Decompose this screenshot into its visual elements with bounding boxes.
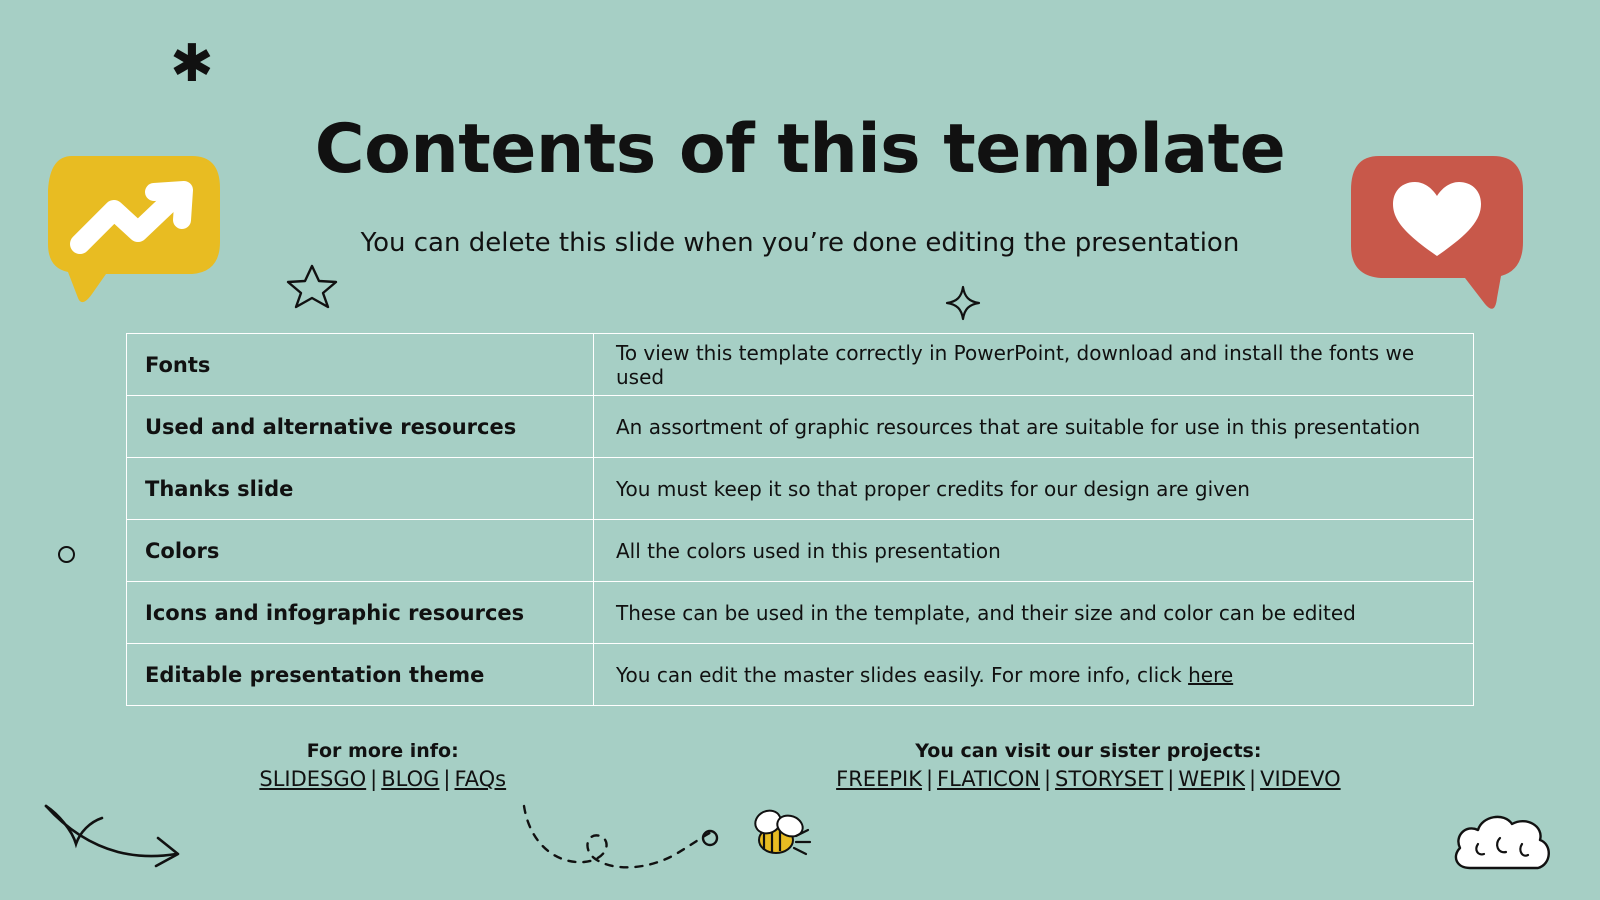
row-label: Fonts bbox=[127, 334, 594, 396]
sparkle-icon bbox=[945, 285, 981, 325]
table-row bbox=[127, 396, 1474, 458]
table-row bbox=[127, 644, 1474, 706]
row-label: Used and alternative resources bbox=[127, 396, 594, 458]
row-description-text: You can edit the master slides easily. For more info, click bbox=[616, 662, 1189, 687]
link-separator: | bbox=[443, 767, 451, 791]
link-separator: | bbox=[925, 767, 934, 791]
row-description: All the colors used in this presentation bbox=[594, 520, 1474, 582]
star-outline-icon bbox=[285, 262, 339, 314]
row-label: Icons and infographic resources bbox=[127, 582, 594, 644]
page-subtitle: You can delete this slide when you’re done editing the presentation bbox=[360, 228, 1240, 258]
page-title: Contents of this template bbox=[314, 110, 1286, 189]
link-videvo[interactable]: VIDEVO bbox=[1260, 767, 1341, 791]
row-label: Editable presentation theme bbox=[127, 644, 594, 706]
row-description: An assortment of graphic resources that are suitable for use in this presentation bbox=[594, 396, 1474, 458]
link-flaticon[interactable]: FLATICON bbox=[937, 767, 1040, 791]
table-row bbox=[127, 582, 1474, 644]
link-freepik[interactable]: FREEPIK bbox=[836, 767, 922, 791]
row-label: Colors bbox=[127, 520, 594, 582]
footer-sister-projects-links bbox=[836, 767, 1340, 791]
cloud-doodle-icon bbox=[1448, 810, 1558, 884]
footer-more-info-title: For more info: bbox=[306, 740, 459, 762]
footer bbox=[0, 740, 1600, 791]
master-slides-here-link[interactable]: here bbox=[1188, 662, 1234, 687]
table-row bbox=[127, 334, 1474, 396]
bee-flight-path-icon bbox=[520, 800, 820, 884]
link-slidesgo[interactable]: SLIDESGO bbox=[259, 767, 367, 791]
table-row bbox=[127, 458, 1474, 520]
link-separator: | bbox=[1167, 767, 1175, 791]
link-faqs[interactable]: FAQs bbox=[454, 767, 507, 791]
row-label: Thanks slide bbox=[127, 458, 594, 520]
footer-more-info bbox=[259, 740, 506, 791]
footer-sister-projects bbox=[836, 740, 1340, 791]
link-wepik[interactable]: WEPIK bbox=[1178, 767, 1245, 791]
link-storyset[interactable]: STORYSET bbox=[1055, 767, 1164, 791]
contents-table bbox=[126, 333, 1474, 706]
link-separator: | bbox=[370, 767, 378, 791]
footer-more-info-links bbox=[259, 767, 506, 791]
link-separator: | bbox=[1249, 767, 1257, 791]
small-circle-icon bbox=[58, 546, 75, 563]
row-description: To view this template correctly in PowerPoint, download and install the fonts we used bbox=[594, 334, 1474, 396]
table-row bbox=[127, 520, 1474, 582]
row-description: These can be used in the template, and their size and color can be edited bbox=[594, 582, 1474, 644]
link-separator: | bbox=[1043, 767, 1052, 791]
asterisk-icon: ✱ bbox=[170, 34, 214, 94]
arrow-doodle-icon bbox=[40, 800, 185, 879]
row-description bbox=[594, 644, 1474, 706]
row-description: You must keep it so that proper credits for our design are given bbox=[594, 458, 1474, 520]
link-blog[interactable]: BLOG bbox=[381, 767, 440, 791]
footer-sister-projects-title: You can visit our sister projects: bbox=[915, 740, 1262, 762]
